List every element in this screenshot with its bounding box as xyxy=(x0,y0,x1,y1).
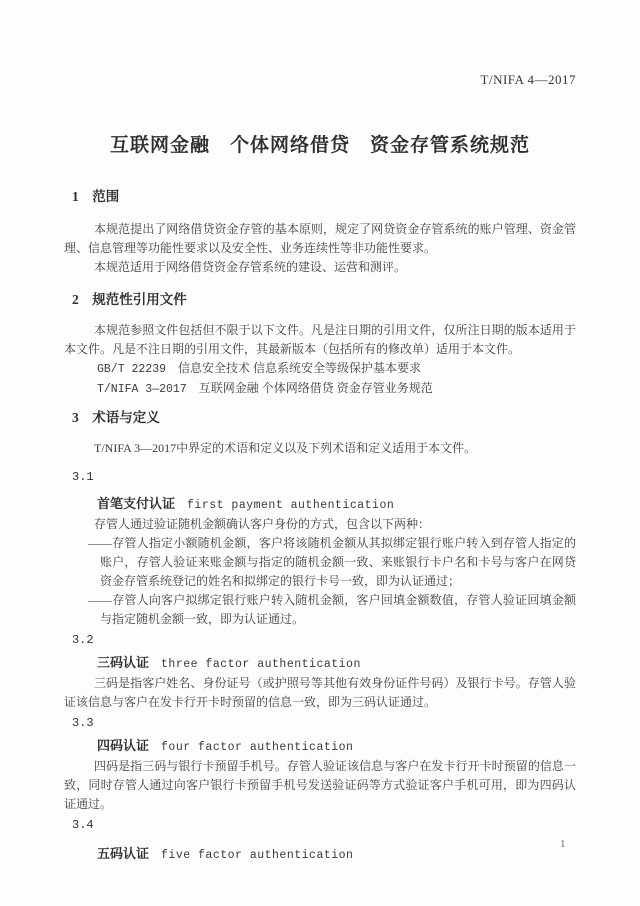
doc-title: 互联网金融 个体网络借贷 资金存管系统规范 xyxy=(109,135,530,156)
section-1-paragraph-1: 本规范提出了网络借贷资金存管的基本原则，规定了网贷资金存管系统的账户管理、资金管理、信息管理等功能性要求以及安全性、业务连续性等非功能性要求。 xyxy=(64,222,576,255)
reference-1-title: 信息安全技术 信息系统安全等级保护基本要求 xyxy=(178,361,422,375)
doc-code: T/NIFA 4—2017 xyxy=(480,72,576,87)
term-3-1-dash-item-1: ——存管人指定小额随机金额，客户将该随机金额从其拟绑定银行账户转入到存管人指定的账户，存管人验证来账金额与指定的随机金额一致、来账银行卡户名和卡号与客户在网贷资金存管系统登记的姓名和拟绑定的银行卡号一致，即为认证通过； xyxy=(88,536,576,588)
term-3-3-en: four factor authentication xyxy=(161,741,354,754)
section-1-heading: 1 范围 xyxy=(72,189,120,204)
term-3-1-definition: 存管人通过验证随机金额确认客户身份的方式，包含以下两种： xyxy=(94,517,431,531)
term-heading-3-1 xyxy=(97,494,576,515)
term-number-3-1: 3.1 xyxy=(72,470,94,484)
term-heading-3-2 xyxy=(97,653,576,674)
term-3-1-dash-item-2: ——存管人向客户拟绑定银行账户转入随机金额，客户回填金额数值，存管人验证回填金额与指定随机金额一致，即为认证通过。 xyxy=(88,593,576,626)
section-1-paragraph-2: 本规范适用于网络借贷资金存管系统的建设、运营和测评。 xyxy=(94,260,407,274)
section-3-heading: 3 术语与定义 xyxy=(72,410,160,425)
page-number: 1 xyxy=(560,838,566,850)
reference-1-code: GB/T 22239 xyxy=(97,363,167,376)
section-3-paragraph-1: T/NIFA 3—2017中界定的术语和定义以及下列术语和定义适用于本文件。 xyxy=(94,441,477,455)
reference-2-title: 互联网金融 个体网络借贷 资金存管业务规范 xyxy=(198,381,433,395)
term-3-4-zh: 五码认证 xyxy=(97,846,150,861)
term-3-4-en: five factor authentication xyxy=(161,849,354,862)
term-3-3-definition: 四码是指三码与银行卡预留手机号。存管人验证该信息与客户在发卡行开卡时预留的信息一致，同时存管人通过向客户银行卡预留手机号发送验证码等方式验证客户手机可用，即为四码认证通过。 xyxy=(64,759,576,811)
reference-item-1 xyxy=(97,359,576,379)
term-heading-3-4 xyxy=(97,844,576,865)
term-3-2-definition: 三码是指客户姓名、身份证号（或护照号等其他有效身份证件号码）及银行卡号。存管人验证该信息与客户在发卡行开卡时预留的信息一致，即为三码认证通过。 xyxy=(64,676,576,709)
term-number-3-2: 3.2 xyxy=(72,633,94,647)
term-3-1-en: first payment authentication xyxy=(187,499,395,512)
reference-2-code: T/NIFA 3—2017 xyxy=(97,383,187,396)
term-heading-3-3 xyxy=(97,736,576,757)
section-2-heading: 2 规范性引用文件 xyxy=(72,292,187,307)
reference-item-2 xyxy=(97,379,576,399)
term-3-2-zh: 三码认证 xyxy=(97,655,150,670)
term-3-2-en: three factor authentication xyxy=(161,658,361,671)
term-3-3-zh: 四码认证 xyxy=(97,738,150,753)
section-2-paragraph-1: 本规范参照文件包括但不限于以下文件。凡是注日期的引用文件，仅所注日期的版本适用于本文件。凡是不注日期的引用文件，其最新版本（包括所有的修改单）适用于本文件。 xyxy=(64,323,576,356)
term-number-3-3: 3.3 xyxy=(72,716,94,730)
term-number-3-4: 3.4 xyxy=(72,818,94,832)
term-3-1-zh: 首笔支付认证 xyxy=(97,496,176,511)
